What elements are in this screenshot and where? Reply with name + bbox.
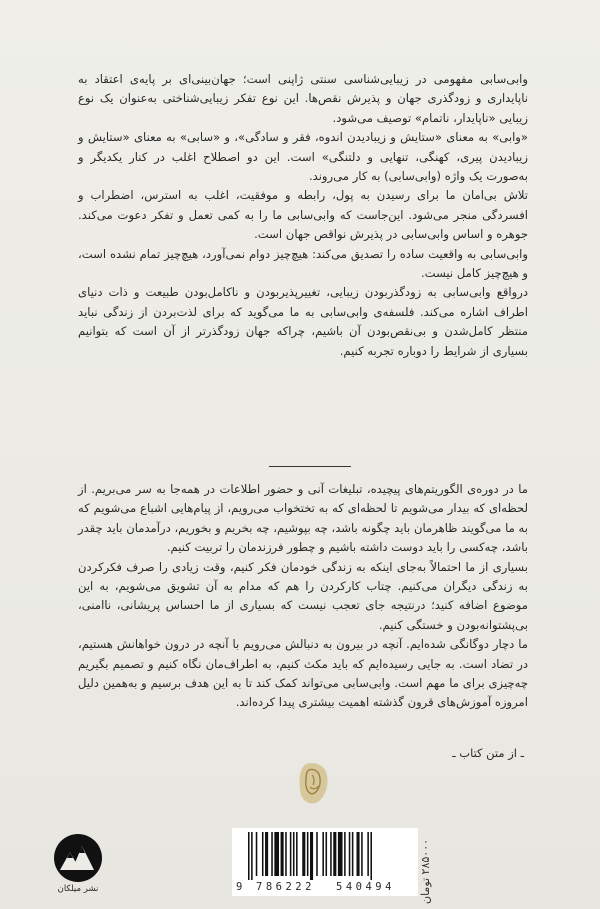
section-divider <box>269 466 351 467</box>
publisher-logo <box>46 830 110 894</box>
barcode-group-1: 786222 <box>256 881 315 893</box>
isbn-barcode <box>232 828 418 896</box>
seal-icon <box>296 760 332 806</box>
paragraph: وابی‌سابی به واقعیت ساده را تصدیق می‌کند: هیچ‌چیز دوام نمی‌آورد، هیچ‌چیز تمام نشده است، و هیچ‌چیز کامل نیست. <box>78 246 528 281</box>
barcode-group-2: 540494 <box>336 881 395 893</box>
paragraph: وابی‌سابی مفهومی در زیبایی‌شناسی سنتی ژاپنی است؛ جهان‌بینی‌ای بر پایه‌ی اعتقاد به ناپایداری و زودگذری جهان و پذیرش نقص‌ها. این نوع تفکر زیبایی‌شناختی به‌عنوان یک نوع زیبایی «ناپایدار، ناتمام» توصیف می‌شود. <box>78 72 528 125</box>
price-label <box>417 800 435 908</box>
paragraph: ما دچار دوگانگی شده‌ایم. آنچه در بیرون به دنبالش می‌رویم با آنچه در درون خواهانش هستیم، در تضاد است. به جایی رسیده‌ایم که باید مکث کنیم، به اطراف‌مان نگاه کنیم و تصمیم بگیریم چه‌چیزی برای ما مهم است. وابی‌سابی می‌تواند کمک کند تا به این هدف برسیم و به‌همین دلیل امروزه آموزش‌های قرون گذشته اهمیت بیشتری پیدا کرده‌اند. <box>78 637 528 710</box>
paragraph: «وابی» به معنای «ستایش و زیبادیدن اندوه، فقر و سادگی»، و «سابی» به معنای «ستایش و زیبادیدن پیری، کهنگی، تنهایی و دلتنگی» است. این دو اصطلاح اغلب در کنار یکدیگر و به‌صورت یک واژه (وابی‌سابی) به کار می‌روند. <box>78 130 528 184</box>
lower-text-block <box>78 480 528 713</box>
paragraph: ما در دوره‌ی الگوریتم‌های پیچیده، تبلیغات آنی و حضور اطلاعات در همه‌جا به سر می‌بریم. از لحظه‌ای که بیدار می‌شویم تا لحظه‌ای که به تختخواب می‌رویم، از پیام‌هایی اشباع می‌شویم که به ما می‌گویند ظاهرمان باید چگونه باشد، چه بپوشیم، چه بخریم و بخوریم، درآمدمان باید چقدر باشد، چه‌کسی را باید دوست داشته باشیم و چطور فرزندمان را تربیت کنیم. <box>78 482 528 555</box>
paragraph: تلاش بی‌امان ما برای رسیدن به پول، رابطه و موفقیت، اغلب به استرس، اضطراب و افسردگی منجر می‌شود. این‌جاست که وابی‌سابی ما را به کمی تعمل و تفکر دعوت می‌کند. جوهره و اساس وابی‌سابی در پذیرش نواقص جهان است. <box>78 188 528 242</box>
upper-text-block <box>78 70 528 361</box>
barcode-lead-digit: 9 <box>236 881 243 893</box>
source-note: ـ از متن کتاب ـ <box>452 746 524 760</box>
paragraph: درواقع وابی‌سابی به زودگذربودن زیبایی، تغییرپذیربودن و ناکامل‌بودن طبیعت و ذات دنیای اطراف اشاره می‌کند. فلسفه‌ی وابی‌سابی به ما می‌گوید که برای لذت‌بردن از زندگی نباید منتظر کامل‌شدن و بی‌نقص‌بودن آن باشیم، چراکه جهان زودگذرتر از آن است که بتوانیم بسیاری از شرایط را دوباره تجربه کنیم. <box>78 285 528 358</box>
barcode-icon <box>232 828 418 880</box>
paragraph: بسیاری از ما احتمالاً به‌جای اینکه به زندگی خودمان فکر کنیم، وقت زیادی را صرف فکرکردن به زندگی دیگران می‌کنیم. چتاب کارکردن را هم که مدام به آن تشویق می‌شویم، به این موضوع اضافه کنید؛ درنتیجه جای تعجب نیست که بسیاری از ما احساس پریشانی، ناامنی، بی‌پشتوانه‌بودن و خستگی کنیم. <box>78 559 528 632</box>
publisher-name: نشر میلکان <box>57 884 99 894</box>
price-text: ۲۸۵۰۰۰ تومان <box>419 838 432 904</box>
barcode-digits <box>232 881 418 895</box>
